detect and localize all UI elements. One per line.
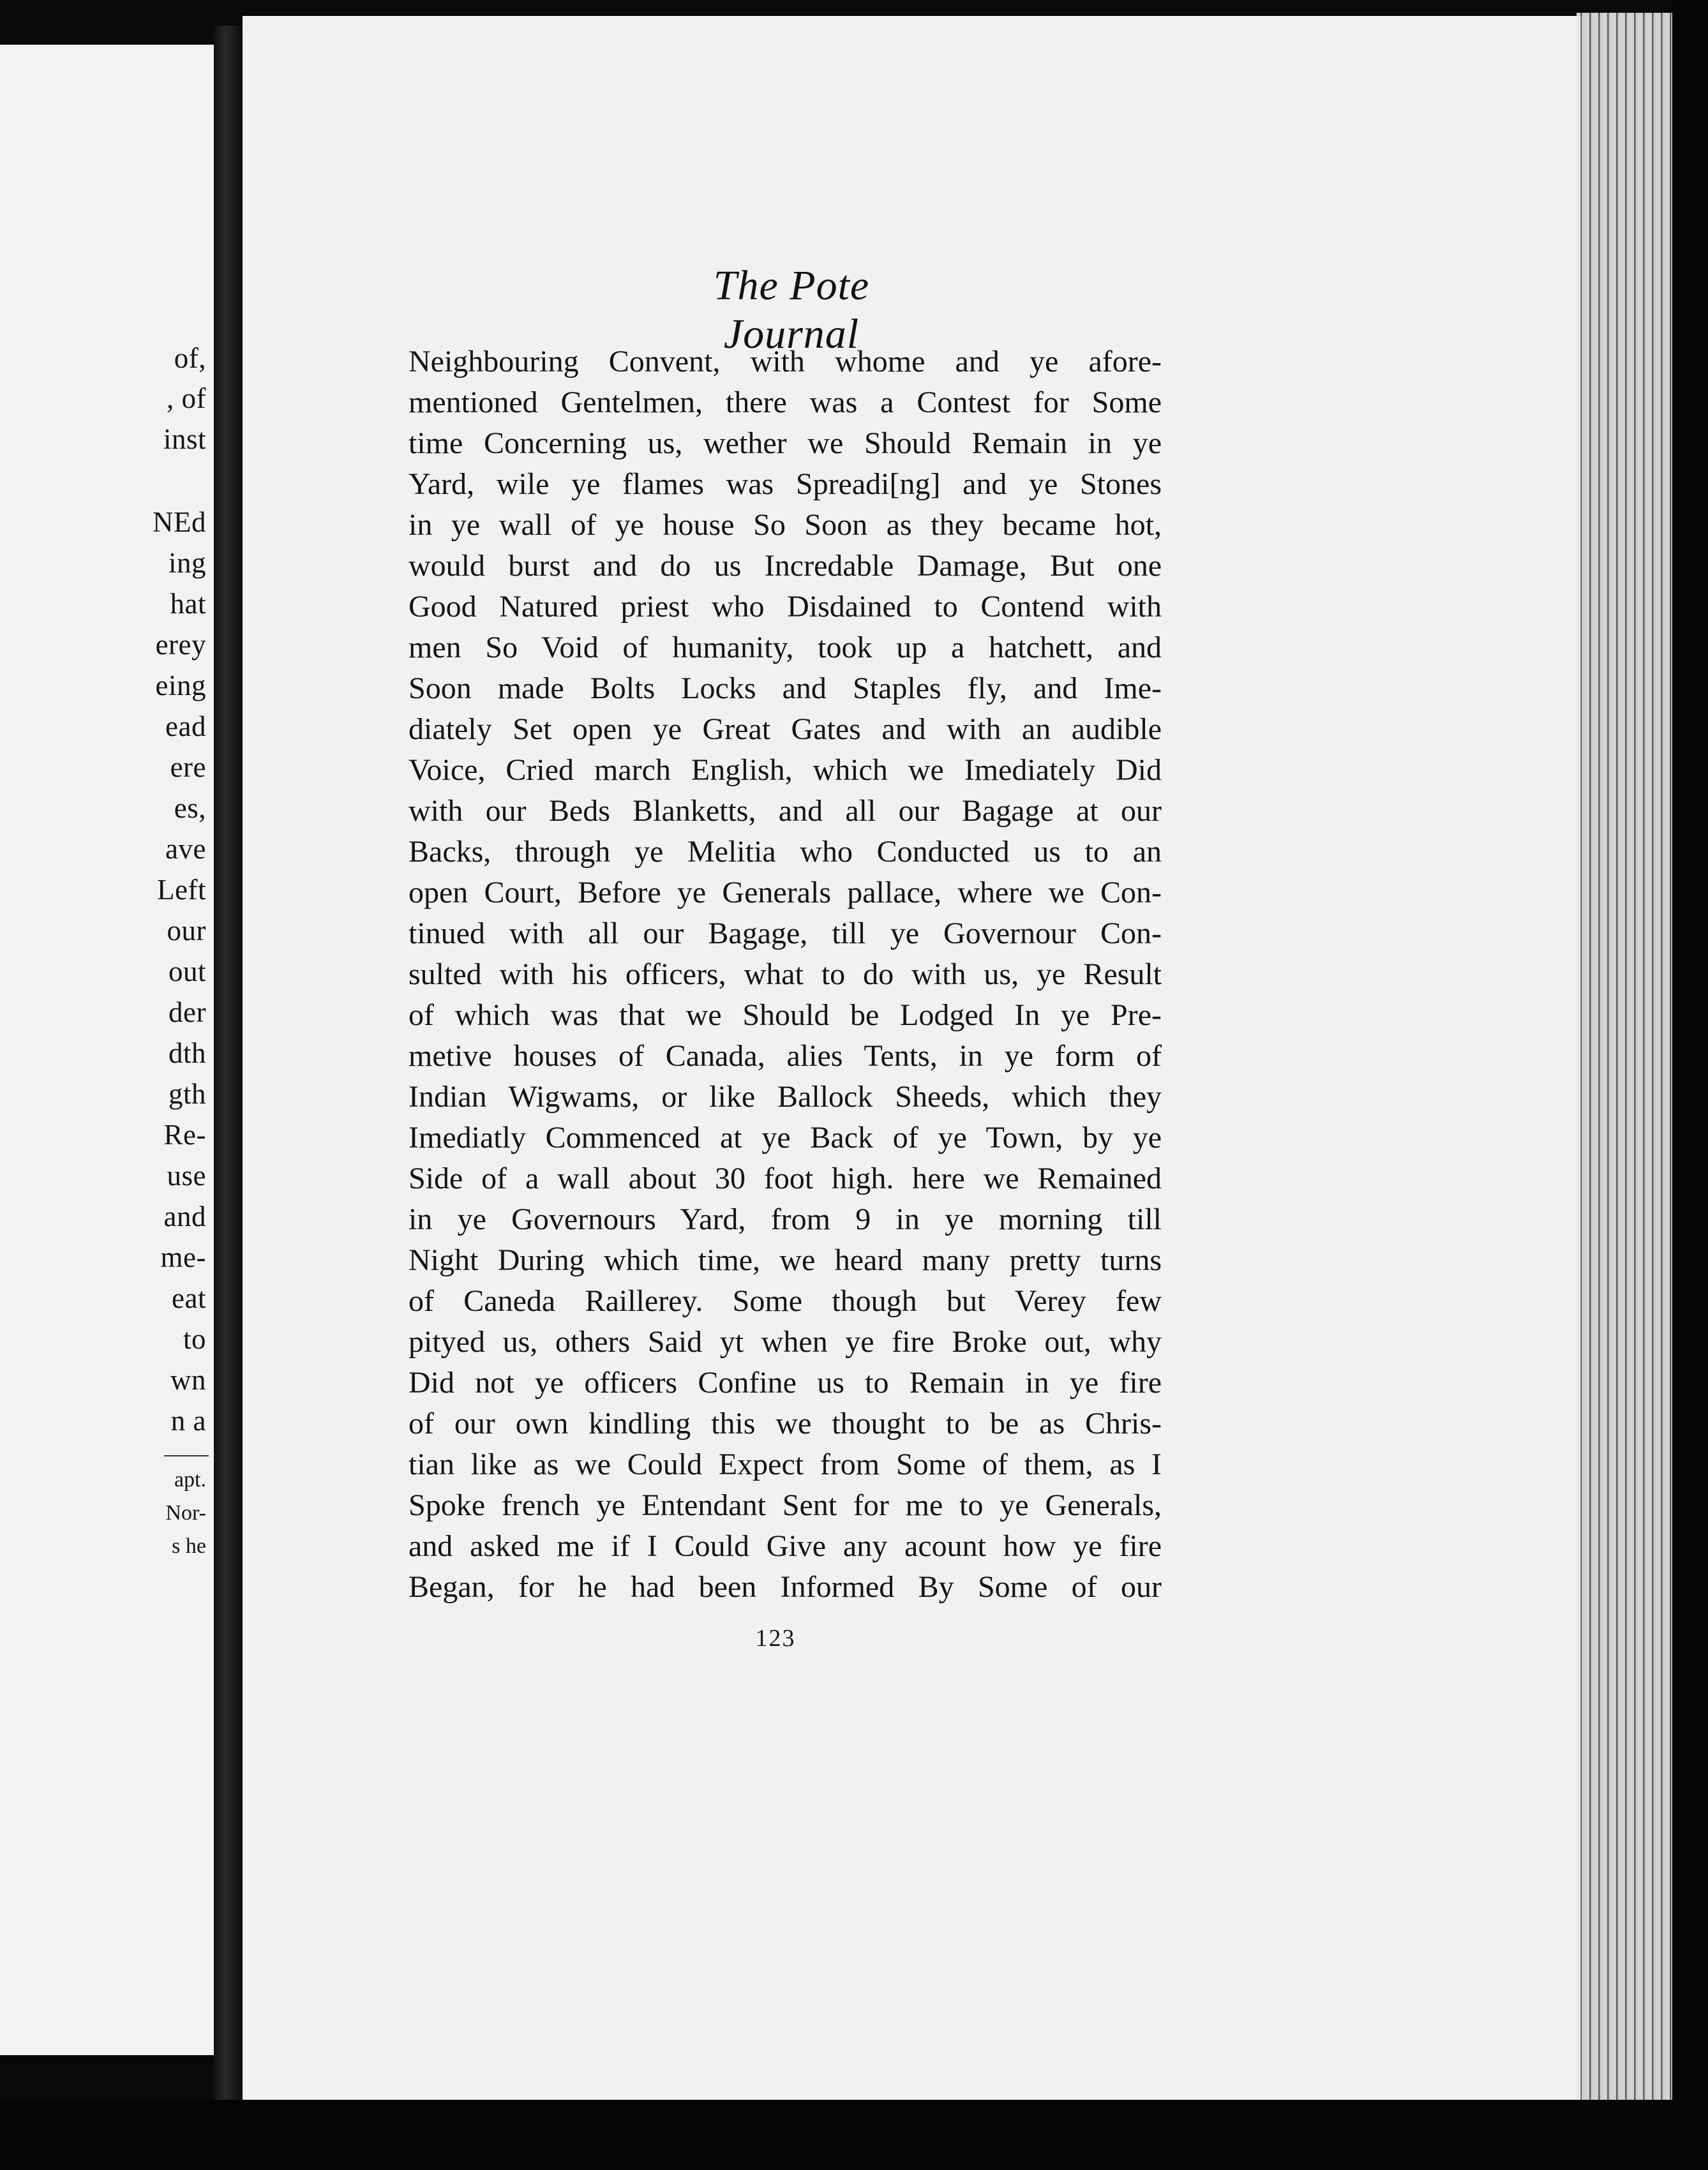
text-line: in ye Governours Yard, from 9 in ye morning till: [408, 1202, 1162, 1236]
text-line: Neighbouring Convent, with whome and ye afore-: [408, 345, 1162, 378]
scan-bottom-shadow: [0, 2100, 1708, 2170]
text-line: of Caneda Raillerey. Some though but Verey few: [408, 1284, 1162, 1318]
text-line: men So Void of humanity, took up a hatchett, and: [408, 631, 1162, 664]
text-line: with our Beds Blanketts, and all our Bagage at our: [408, 794, 1162, 828]
text-line: Soon made Bolts Locks and Staples fly, and Ime-: [408, 671, 1162, 705]
body-text: [408, 341, 1162, 1608]
text-line: of our own kindling this we thought to be as Chris-: [408, 1407, 1162, 1440]
text-line: Side of a wall about 30 foot high. here we Remained: [408, 1162, 1162, 1195]
text-line: Did not ye officers Confine us to Remain in ye fire: [408, 1366, 1162, 1400]
left-page-line: n a: [170, 1405, 206, 1437]
left-page-line: of,: [174, 342, 206, 374]
text-line: Imediatly Commenced at ye Back of ye Town, by ye: [408, 1121, 1162, 1155]
text-line: Voice, Cried march English, which we Imediately Did: [408, 753, 1162, 787]
text-line: and asked me if I Could Give any acount how ye fire: [408, 1529, 1162, 1563]
text-line: Began, for he had been Informed By Some of our: [408, 1570, 1162, 1604]
left-page-footnote: Nor-: [165, 1501, 206, 1525]
text-line: mentioned Gentelmen, there was a Contest for Some: [408, 385, 1162, 419]
page-edges: [1577, 13, 1679, 2119]
left-page-line: es,: [174, 792, 206, 824]
left-page-line: NEd: [153, 506, 206, 538]
text-line: of which was that we Should be Lodged In ye Pre-: [408, 998, 1162, 1032]
left-page-line: me-: [160, 1241, 206, 1273]
page-number: 123: [755, 1625, 796, 1652]
left-page-line: eing: [155, 670, 206, 701]
text-line: time Concerning us, wether we Should Remain in ye: [408, 426, 1162, 460]
text-line: tinued with all our Bagage, till ye Governour Con-: [408, 917, 1162, 950]
left-page-line: dth: [168, 1037, 206, 1069]
left-page-line: gth: [168, 1078, 206, 1110]
left-page-line: eat: [172, 1282, 206, 1314]
left-page-line: Re-: [163, 1119, 206, 1151]
text-line: in ye wall of ye house So Soon as they became hot,: [408, 508, 1162, 542]
left-page-line: erey: [155, 629, 206, 661]
left-page-line: and: [163, 1201, 206, 1232]
left-page-line: der: [169, 996, 206, 1028]
text-line: tian like as we Could Expect from Some of them, as I: [408, 1448, 1162, 1481]
text-line: pityed us, others Said yt when ye fire Broke out, why: [408, 1325, 1162, 1359]
book-gutter: [214, 26, 243, 2100]
running-head: The Pote Journal: [713, 262, 870, 357]
left-page-line: ing: [168, 547, 206, 579]
left-page-line: hat: [170, 588, 206, 620]
page-edge-shadow: [1672, 0, 1708, 2170]
left-page-line: Left: [157, 874, 206, 906]
text-line: Night During which time, we heard many pretty turns: [408, 1243, 1162, 1277]
left-page-line: to: [183, 1323, 206, 1355]
left-page-line: inst: [163, 423, 206, 455]
left-page-line: out: [168, 955, 206, 987]
left-page-line: our: [167, 915, 206, 947]
text-line: Good Natured priest who Disdained to Contend with: [408, 590, 1162, 624]
left-page-line: ere: [170, 751, 206, 783]
text-line: open Court, Before ye Generals pallace, where we Con-: [408, 876, 1162, 909]
footnote-rule: [164, 1455, 209, 1456]
text-line: Spoke french ye Entendant Sent for me to ye Generals,: [408, 1488, 1162, 1522]
text-line: Yard, wile ye flames was Spreadi[ng] and ye Stones: [408, 467, 1162, 501]
text-line: diately Set open ye Great Gates and with an audible: [408, 712, 1162, 746]
left-page-line: , of: [167, 382, 206, 414]
text-line: Indian Wigwams, or like Ballock Sheeds, which they: [408, 1080, 1162, 1114]
left-page-line: ead: [165, 710, 206, 742]
text-line: Backs, through ye Melitia who Conducted us to an: [408, 835, 1162, 869]
text-line: would burst and do us Incredable Damage, But one: [408, 549, 1162, 583]
text-line: metive houses of Canada, alies Tents, in ye form of: [408, 1039, 1162, 1073]
left-facing-page: [0, 45, 218, 2055]
left-page-footnote: s he: [172, 1534, 206, 1558]
left-page-line: use: [167, 1160, 206, 1192]
text-line: sulted with his officers, what to do with us, ye Result: [408, 957, 1162, 991]
left-page-line: ave: [165, 833, 206, 865]
left-page-line: wn: [170, 1364, 206, 1396]
left-page-footnote: apt.: [174, 1468, 206, 1492]
